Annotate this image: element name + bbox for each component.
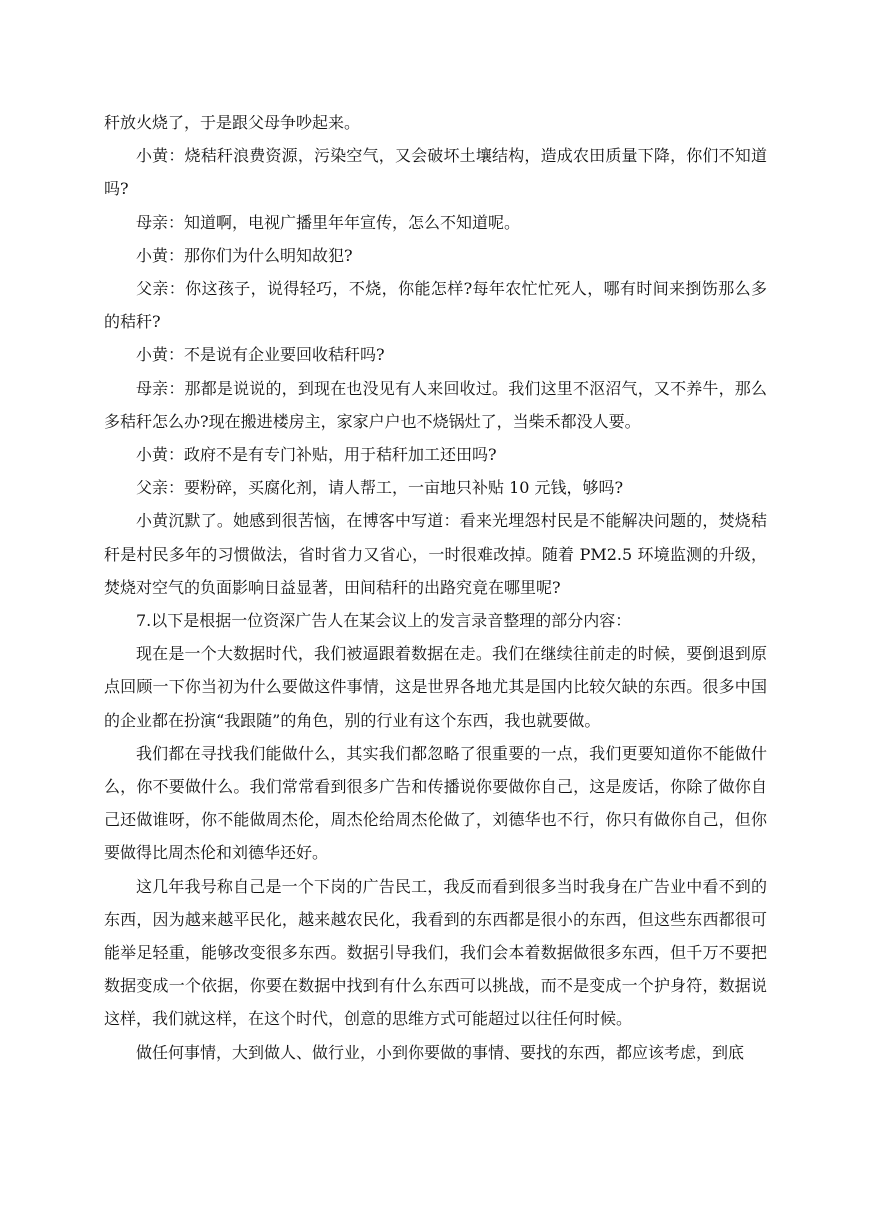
paragraph-11: 7.以下是根据一位资深广告人在某会议上的发言录音整理的部分内容： bbox=[136, 611, 632, 631]
paragraph-6: 小黄：不是说有企业要回收秸秆吗? bbox=[136, 345, 385, 365]
document-body bbox=[104, 106, 767, 1069]
paragraph-9: 父亲：要粉碎，买腐化剂，请人帮工，一亩地只补贴 10 元钱，够吗? bbox=[136, 478, 624, 498]
paragraph-3: 母亲：知道啊，电视广播里年年宣传，怎么不知道呢。 bbox=[136, 212, 521, 232]
paragraph-13: 我们都在寻找我们能做什么，其实我们都忽略了很重要的一点，我们更要知道你不能做什么，你不要做什么。我们常常看到很多广告和传播说你要做你自己，这是废话，你除了做你自己还做谁呀，你不能做周杰伦，周杰伦给周杰伦做了，刘德华也不行，你只有做你自己，但你要做得比周杰伦和刘德华还好。 bbox=[104, 743, 767, 863]
paragraph-8: 小黄：政府不是有专门补贴，用于秸秆加工还田吗? bbox=[136, 445, 497, 465]
paragraph-15: 做任何事情，大到做人、做行业，小到你要做的事情、要找的东西，都应该考虑，到底 bbox=[136, 1042, 745, 1062]
paragraph-12: 现在是一个大数据时代，我们被逼跟着数据在走。我们在继续往前走的时候，要倒退到原点回顾一下你当初为什么要做这件事情，这是世界各地尤其是国内比较欠缺的东西。很多中国的企业都在扮演“我跟随”的角色，别的行业有这个东西，我也就要做。 bbox=[104, 644, 767, 730]
paragraph-14: 这几年我号称自己是一个下岗的广告民工，我反而看到很多当时我身在广告业中看不到的东西，因为越来越平民化，越来越农民化，我看到的东西都是很小的东西，但这些东西都很可能举足轻重，能够改变很多东西。数据引导我们，我们会本着数据做很多东西，但千万不要把数据变成一个依据，你要在数据中找到有什么东西可以挑战，而不是变成一个护身符，数据说这样，我们就这样，在这个时代，创意的思维方式可能超过以往任何时候。 bbox=[104, 876, 767, 1029]
paragraph-10: 小黄沉默了。她感到很苦恼，在博客中写道：看来光埋怨村民是不能解决问题的，焚烧秸秆是村民多年的习惯做法，省时省力又省心，一时很难改掉。随着 PM2.5 环境监测的升级，焚烧对空气的负面影响日益显著，田间秸秆的出路究竟在哪里呢? bbox=[104, 511, 767, 597]
paragraph-4: 小黄：那你们为什么明知故犯? bbox=[136, 245, 353, 265]
paragraph-2: 小黄：烧秸秆浪费资源，污染空气，又会破坏土壤结构，造成农田质量下降，你们不知道吗? bbox=[104, 146, 767, 199]
paragraph-5: 父亲：你这孩子，说得轻巧，不烧，你能怎样?每年农忙忙死人，哪有时间来捯饬那么多的秸秆? bbox=[104, 279, 767, 332]
paragraph-1: 秆放火烧了，于是跟父母争吵起来。 bbox=[104, 113, 361, 132]
paragraph-7: 母亲：那都是说说的，到现在也没见有人来回收过。我们这里不沤沼气，又不养牛，那么多秸秆怎么办?现在搬进楼房主，家家户户也不烧锅灶了，当柴禾都没人要。 bbox=[104, 378, 767, 431]
